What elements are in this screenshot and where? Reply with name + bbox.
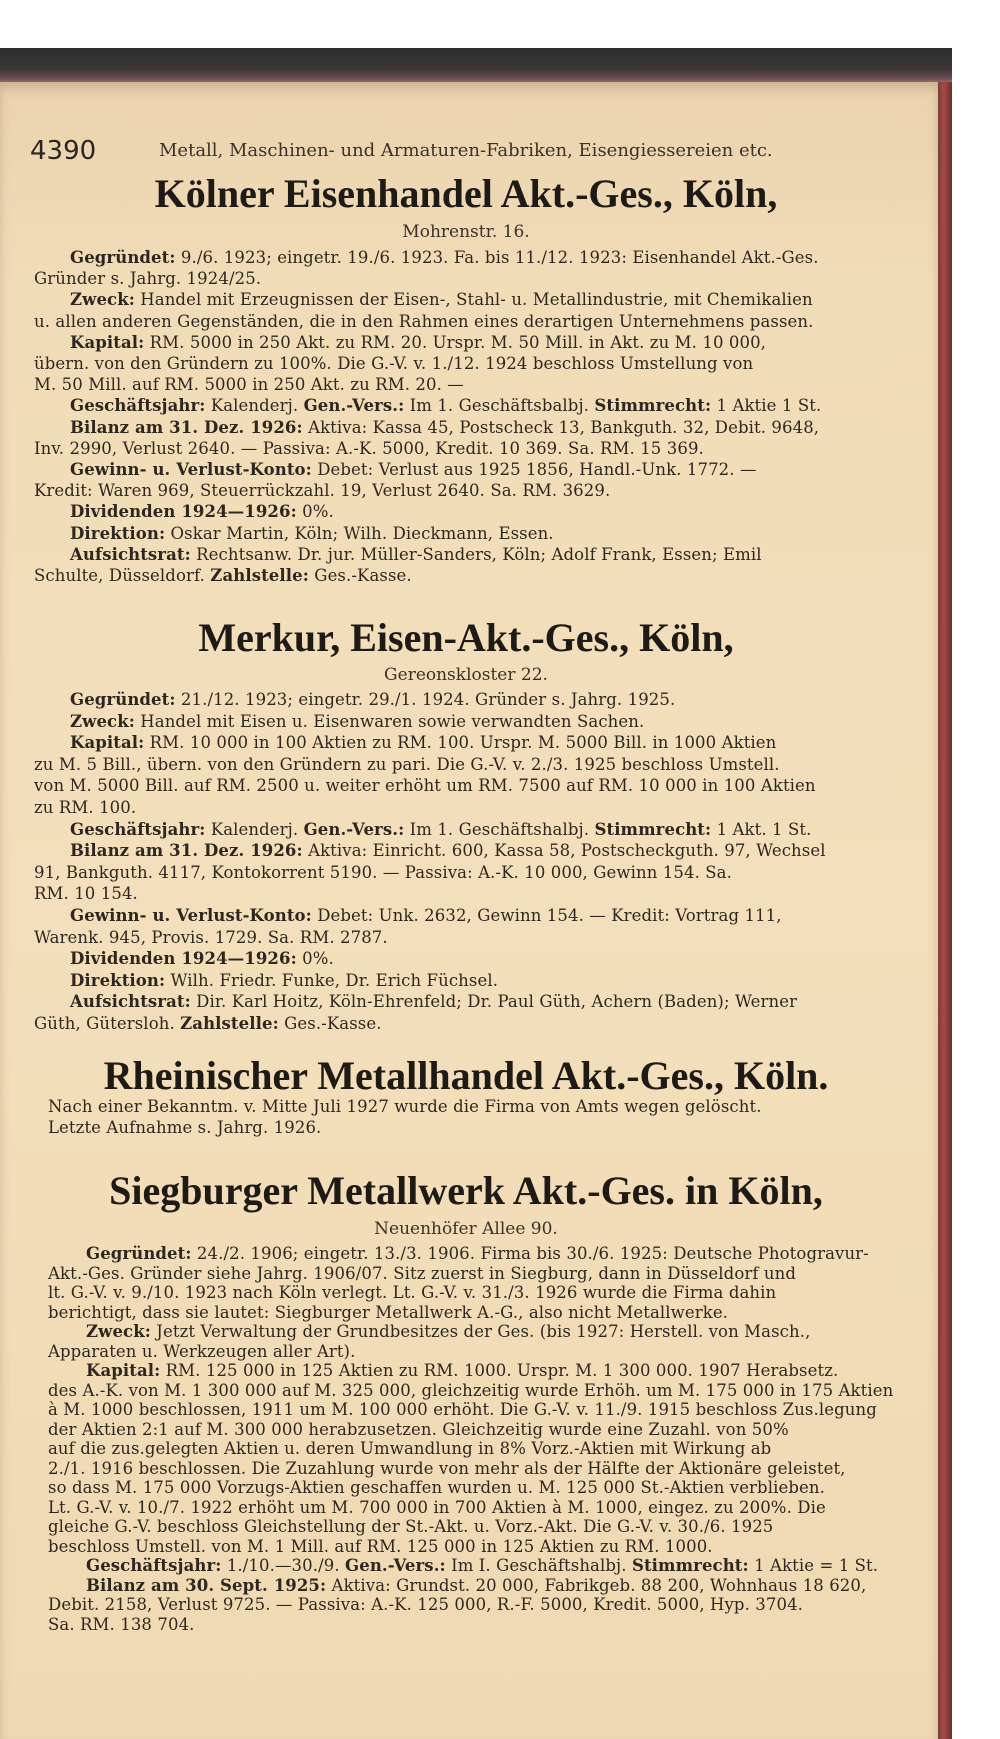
entry-label: Kapital: bbox=[70, 332, 145, 352]
entry-label: Geschäftsjahr: bbox=[70, 819, 206, 839]
entry-text: von M. 5000 Bill. auf RM. 2500 u. weiter erhöht um RM. 7500 auf RM. 10 000 in 100 Aktien bbox=[34, 776, 816, 796]
entry-line bbox=[34, 566, 412, 586]
entry-text: Dir. Karl Hoitz, Köln-Ehrenfeld; Dr. Paul Güth, Achern (Baden); Werner bbox=[190, 992, 798, 1012]
entry-line bbox=[86, 1322, 810, 1342]
entry-text: Aktiva: Kassa 45, Postscheck 13, Bankguth. 32, Debit. 9648, bbox=[302, 417, 820, 437]
entry-text: 2./1. 1916 beschlossen. Die Zuzahlung wurde von mehr als der Hälfte der Aktionäre geleistet, bbox=[48, 1458, 846, 1478]
entry-line bbox=[48, 1097, 762, 1117]
entry-text: RM. 10 000 in 100 Aktien zu RM. 100. Urspr. M. 5000 Bill. in 1000 Aktien bbox=[144, 733, 777, 753]
entry-line bbox=[70, 949, 334, 969]
entry-line bbox=[34, 755, 780, 775]
entry-text: Handel mit Eisen u. Eisenwaren sowie verwandten Sachen. bbox=[134, 711, 645, 731]
entry-text: Inv. 2990, Verlust 2640. — Passiva: A.-K. 5000, Kredit. 10 369. Sa. RM. 15 369. bbox=[34, 438, 704, 458]
entry-text: Im I. Geschäftshalbj. bbox=[445, 1556, 632, 1575]
entry-text: zu RM. 100. bbox=[34, 798, 137, 817]
entry-line bbox=[34, 928, 388, 948]
entry-text: à M. 1000 beschlossen, 1911 um M. 100 000 erhöht. Die G.-V. v. 11./9. 1915 beschloss Zus.legung bbox=[48, 1400, 877, 1419]
book-edge bbox=[938, 82, 952, 1739]
entry-label: Stimmrecht: bbox=[594, 819, 712, 839]
entry-text: so dass M. 175 000 Vorzugs-Aktien geschaffen wurden u. M. 125 000 St.-Aktien verblieben. bbox=[48, 1478, 825, 1497]
entry-line bbox=[86, 1556, 878, 1576]
entry-text: auf die zus.gelegten Aktien u. deren Umwandlung in 8% Vorz.-Aktien mit Wirkung ab bbox=[48, 1439, 772, 1458]
entry-text: Kalenderj. bbox=[205, 819, 304, 839]
entry-line bbox=[70, 290, 813, 310]
entry-text: Handel mit Erzeugnissen der Eisen-, Stahl- u. Metallindustrie, mit Chemikalien bbox=[134, 290, 813, 310]
entry-line bbox=[48, 1264, 796, 1284]
entry-label: Bilanz am 30. Sept. 1925: bbox=[86, 1575, 327, 1595]
entry-label: Bilanz am 31. Dez. 1926: bbox=[70, 841, 303, 861]
entry-label: Geschäftsjahr: bbox=[86, 1556, 222, 1575]
entry-line bbox=[70, 992, 797, 1012]
entry-text: Nach einer Bekanntm. v. Mitte Juli 1927 wurde die Firma von Amts wegen gelöscht. bbox=[48, 1097, 762, 1116]
entry-line bbox=[70, 906, 782, 926]
entry-text: u. allen anderen Gegenständen, die in den Rahmen eines derartigen Unternehmens passen. bbox=[34, 311, 814, 331]
entry-text: gleiche G.-V. beschloss Gleichstellung der St.-Akt. u. Vorz.-Akt. Die G.-V. v. 30./6. 1925 bbox=[48, 1517, 774, 1536]
entry-line bbox=[48, 1303, 728, 1323]
entry-line bbox=[34, 863, 732, 883]
company-address: Mohrenstr. 16. bbox=[402, 222, 530, 242]
entry-text: 1 Aktie 1 St. bbox=[711, 396, 822, 416]
entry-line bbox=[70, 396, 821, 416]
entry-line bbox=[48, 1381, 893, 1401]
entry-text: Kalenderj. bbox=[205, 396, 304, 416]
company-address: Gereonskloster 22. bbox=[384, 665, 548, 685]
entry-line bbox=[70, 524, 554, 544]
entry-text: RM. 125 000 in 125 Aktien zu RM. 1000. Urspr. M. 1 300 000. 1907 Herabsetz. bbox=[160, 1361, 839, 1380]
entry-text: M. 50 Mill. auf RM. 5000 in 250 Akt. zu RM. 20. — bbox=[34, 375, 464, 395]
entry-label: Gegründet: bbox=[70, 248, 176, 267]
entry-text: Jetzt Verwaltung der Grundbesitzes der Ges. (bis 1927: Herstell. von Masch., bbox=[150, 1322, 811, 1341]
entry-line bbox=[48, 1459, 846, 1479]
entry-text: 1 Akt. 1 St. bbox=[711, 819, 812, 839]
entry-line bbox=[48, 1439, 771, 1459]
entry-text: RM. 10 154. bbox=[34, 884, 138, 904]
entry-text: Aktiva: Grundst. 20 000, Fabrikgeb. 88 200, Wohnhaus 18 620, bbox=[326, 1575, 867, 1595]
entry-line bbox=[34, 354, 753, 374]
company-title: Siegburger Metallwerk Akt.-Ges. in Köln, bbox=[109, 1168, 823, 1213]
entry-line bbox=[34, 776, 816, 796]
entry-line bbox=[48, 1595, 803, 1615]
page-number: 4390 bbox=[30, 136, 97, 166]
entry-label: Kapital: bbox=[86, 1361, 161, 1380]
entry-text: 0%. bbox=[296, 502, 334, 522]
entry-text: 1./10.—30./9. bbox=[221, 1556, 346, 1575]
entry-text: berichtigt, dass sie lautet: Siegburger Metallwerk A.-G., also nicht Metallwerke. bbox=[48, 1302, 729, 1322]
entry-text: Warenk. 945, Provis. 1729. Sa. RM. 2787. bbox=[34, 927, 388, 947]
entry-text: Debet: Unk. 2632, Gewinn 154. — Kredit: Vortrag 111, bbox=[311, 906, 782, 925]
entry-line bbox=[48, 1498, 826, 1518]
entry-label: Gewinn- u. Verlust-Konto: bbox=[70, 460, 312, 479]
entry-line bbox=[48, 1400, 877, 1420]
entry-text: des A.-K. von M. 1 300 000 auf M. 325 000, gleichzeitig wurde Erhöh. um M. 175 000 in 175 Aktien bbox=[48, 1380, 894, 1400]
entry-line bbox=[34, 884, 138, 904]
entry-text: Lt. G.-V. v. 10./7. 1922 erhöht um M. 700 000 in 700 Aktien à M. 1000, eingez. zu 200%. Die bbox=[48, 1497, 826, 1517]
entry-label: Gewinn- u. Verlust-Konto: bbox=[70, 906, 312, 925]
entry-line bbox=[48, 1537, 713, 1557]
entry-label: Gen.-Vers.: bbox=[303, 819, 405, 839]
page-header bbox=[26, 132, 906, 172]
entry-label: Zahlstelle: bbox=[210, 566, 309, 585]
entry-text: Ges.-Kasse. bbox=[278, 1014, 382, 1033]
entry-text: zu M. 5 Bill., übern. von den Gründern zu pari. Die G.-V. v. 2./3. 1925 beschloss Umstell. bbox=[34, 754, 780, 774]
entry-line bbox=[34, 798, 136, 818]
entry-text: Rechtsanw. Dr. jur. Müller-Sanders, Köln; Adolf Frank, Essen; Emil bbox=[190, 544, 762, 564]
entry-label: Aufsichtsrat: bbox=[70, 544, 191, 564]
entry-text: Akt.-Ges. Gründer siehe Jahrg. 1906/07. Sitz zuerst in Siegburg, dann in Düsseldorf und bbox=[48, 1263, 797, 1283]
entry-line bbox=[86, 1576, 866, 1596]
entry-label: Gen.-Vers.: bbox=[345, 1556, 446, 1575]
entry-line bbox=[48, 1517, 773, 1537]
entry-line bbox=[34, 269, 261, 289]
entry-text: 91, Bankguth. 4117, Kontokorrent 5190. — Passiva: A.-K. 10 000, Gewinn 154. Sa. bbox=[34, 862, 732, 882]
entry-label: Dividenden 1924—1926: bbox=[70, 949, 297, 969]
entry-line bbox=[70, 545, 762, 565]
entry-text: Debit. 2158, Verlust 9725. — Passiva: A.-K. 125 000, R.-F. 5000, Kredit. 5000, Hyp. 3704. bbox=[48, 1595, 804, 1614]
entry-line bbox=[70, 820, 811, 840]
entry-text: 24./2. 1906; eingetr. 13./3. 1906. Firma bis 30./6. 1925: Deutsche Photogravur- bbox=[191, 1244, 869, 1263]
entry-label: Gen.-Vers.: bbox=[303, 396, 405, 416]
entry-line bbox=[48, 1478, 825, 1498]
entry-label: Dividenden 1924—1926: bbox=[70, 502, 297, 522]
entry-label: Zahlstelle: bbox=[180, 1014, 279, 1033]
entry-label: Zweck: bbox=[70, 711, 135, 731]
entry-label: Direktion: bbox=[70, 523, 166, 543]
entry-text: 21./12. 1923; eingetr. 29./1. 1924. Gründer s. Jahrg. 1925. bbox=[175, 690, 676, 709]
entry-line bbox=[70, 333, 766, 353]
entry-line bbox=[48, 1615, 195, 1635]
entry-text: Wilh. Friedr. Funke, Dr. Erich Füchsel. bbox=[165, 970, 499, 990]
entry-line bbox=[70, 418, 819, 438]
entry-text: lt. G.-V. v. 9./10. 1923 nach Köln verlegt. Lt. G.-V. v. 31./3. 1926 wurde die Firma dahin bbox=[48, 1283, 777, 1302]
scan-dark-band bbox=[0, 48, 952, 86]
entry-text: Debet: Verlust aus 1925 1856, Handl.-Unk. 1772. — bbox=[311, 460, 757, 479]
entry-line bbox=[70, 841, 826, 861]
right-margin bbox=[952, 48, 1000, 1739]
entry-label: Zweck: bbox=[86, 1322, 151, 1341]
entry-label: Stimmrecht: bbox=[631, 1556, 749, 1575]
entry-line bbox=[70, 971, 498, 991]
book-page bbox=[0, 82, 938, 1739]
company-title: Merkur, Eisen-Akt.-Ges., Köln, bbox=[198, 615, 734, 660]
entry-line bbox=[34, 375, 464, 395]
entry-label: Geschäftsjahr: bbox=[70, 396, 206, 416]
entry-line bbox=[70, 502, 334, 522]
entry-text: Sa. RM. 138 704. bbox=[48, 1614, 195, 1634]
entry-text: Aktiva: Einricht. 600, Kassa 58, Postscheckguth. 97, Wechsel bbox=[302, 841, 826, 861]
company-title: Rheinischer Metallhandel Akt.-Ges., Köln. bbox=[103, 1053, 829, 1098]
entry-text: Güth, Gütersloh. bbox=[34, 1014, 181, 1033]
entry-text: RM. 5000 in 250 Akt. zu RM. 20. Urspr. M. 50 Mill. in Akt. zu M. 10 000, bbox=[144, 332, 767, 352]
company-title: Kölner Eisenhandel Akt.-Ges., Köln, bbox=[154, 171, 778, 216]
entry-line bbox=[86, 1361, 838, 1381]
entry-text: übern. von den Gründern zu 100%. Die G.-V. v. 1./12. 1924 beschloss Umstellung von bbox=[34, 354, 754, 373]
entry-text: 9./6. 1923; eingetr. 19./6. 1923. Fa. bis 11./12. 1923: Eisenhandel Akt.-Ges. bbox=[175, 248, 819, 267]
entry-label: Gegründet: bbox=[86, 1244, 192, 1263]
entry-line bbox=[48, 1283, 776, 1303]
entry-line bbox=[34, 439, 704, 459]
entry-line bbox=[48, 1342, 355, 1362]
entry-label: Gegründet: bbox=[70, 690, 176, 709]
entry-line bbox=[70, 248, 819, 268]
entry-text: Apparaten u. Werkzeugen aller Art). bbox=[48, 1341, 356, 1361]
entry-text: Oskar Martin, Köln; Wilh. Dieckmann, Essen. bbox=[165, 523, 554, 543]
entry-text: Gründer s. Jahrg. 1924/25. bbox=[34, 269, 262, 289]
entry-line bbox=[86, 1244, 869, 1264]
entry-text: Schulte, Düsseldorf. bbox=[34, 566, 211, 585]
entry-text: Letzte Aufnahme s. Jahrg. 1926. bbox=[48, 1118, 322, 1137]
entry-text: 0%. bbox=[296, 949, 334, 969]
entry-line bbox=[70, 690, 675, 710]
entry-line bbox=[34, 481, 610, 501]
entry-line bbox=[48, 1420, 789, 1440]
entry-line bbox=[34, 1014, 382, 1034]
entry-text: beschloss Umstell. von M. 1 Mill. auf RM. 125 000 in 125 Aktien zu RM. 1000. bbox=[48, 1536, 713, 1556]
entry-text: der Aktien 2:1 auf M. 300 000 herabzusetzen. Gleichzeitig wurde eine Zuzahl. von 50% bbox=[48, 1419, 789, 1439]
entry-label: Aufsichtsrat: bbox=[70, 992, 191, 1012]
entry-label: Kapital: bbox=[70, 733, 145, 753]
entry-text: Kredit: Waren 969, Steuerrückzahl. 19, Verlust 2640. Sa. RM. 3629. bbox=[34, 481, 611, 501]
entry-label: Stimmrecht: bbox=[594, 396, 712, 416]
entry-line bbox=[70, 712, 644, 732]
top-margin bbox=[0, 0, 1000, 48]
entry-label: Zweck: bbox=[70, 290, 135, 310]
entry-line bbox=[70, 733, 776, 753]
entry-text: Im 1. Geschäftshalbj. bbox=[404, 819, 595, 839]
company-address: Neuenhöfer Allee 90. bbox=[374, 1219, 558, 1239]
entry-line bbox=[34, 312, 813, 332]
entry-text: 1 Aktie = 1 St. bbox=[748, 1556, 879, 1575]
running-head: Metall, Maschinen- und Armaturen-Fabriken, Eisengiessereien etc. bbox=[159, 140, 773, 161]
entry-text: Im 1. Geschäftsbalbj. bbox=[404, 396, 595, 416]
entry-text: Ges.-Kasse. bbox=[308, 566, 412, 585]
entry-line bbox=[48, 1118, 321, 1138]
entry-line bbox=[70, 460, 757, 480]
entry-label: Direktion: bbox=[70, 970, 166, 990]
entry-label: Bilanz am 31. Dez. 1926: bbox=[70, 417, 303, 437]
